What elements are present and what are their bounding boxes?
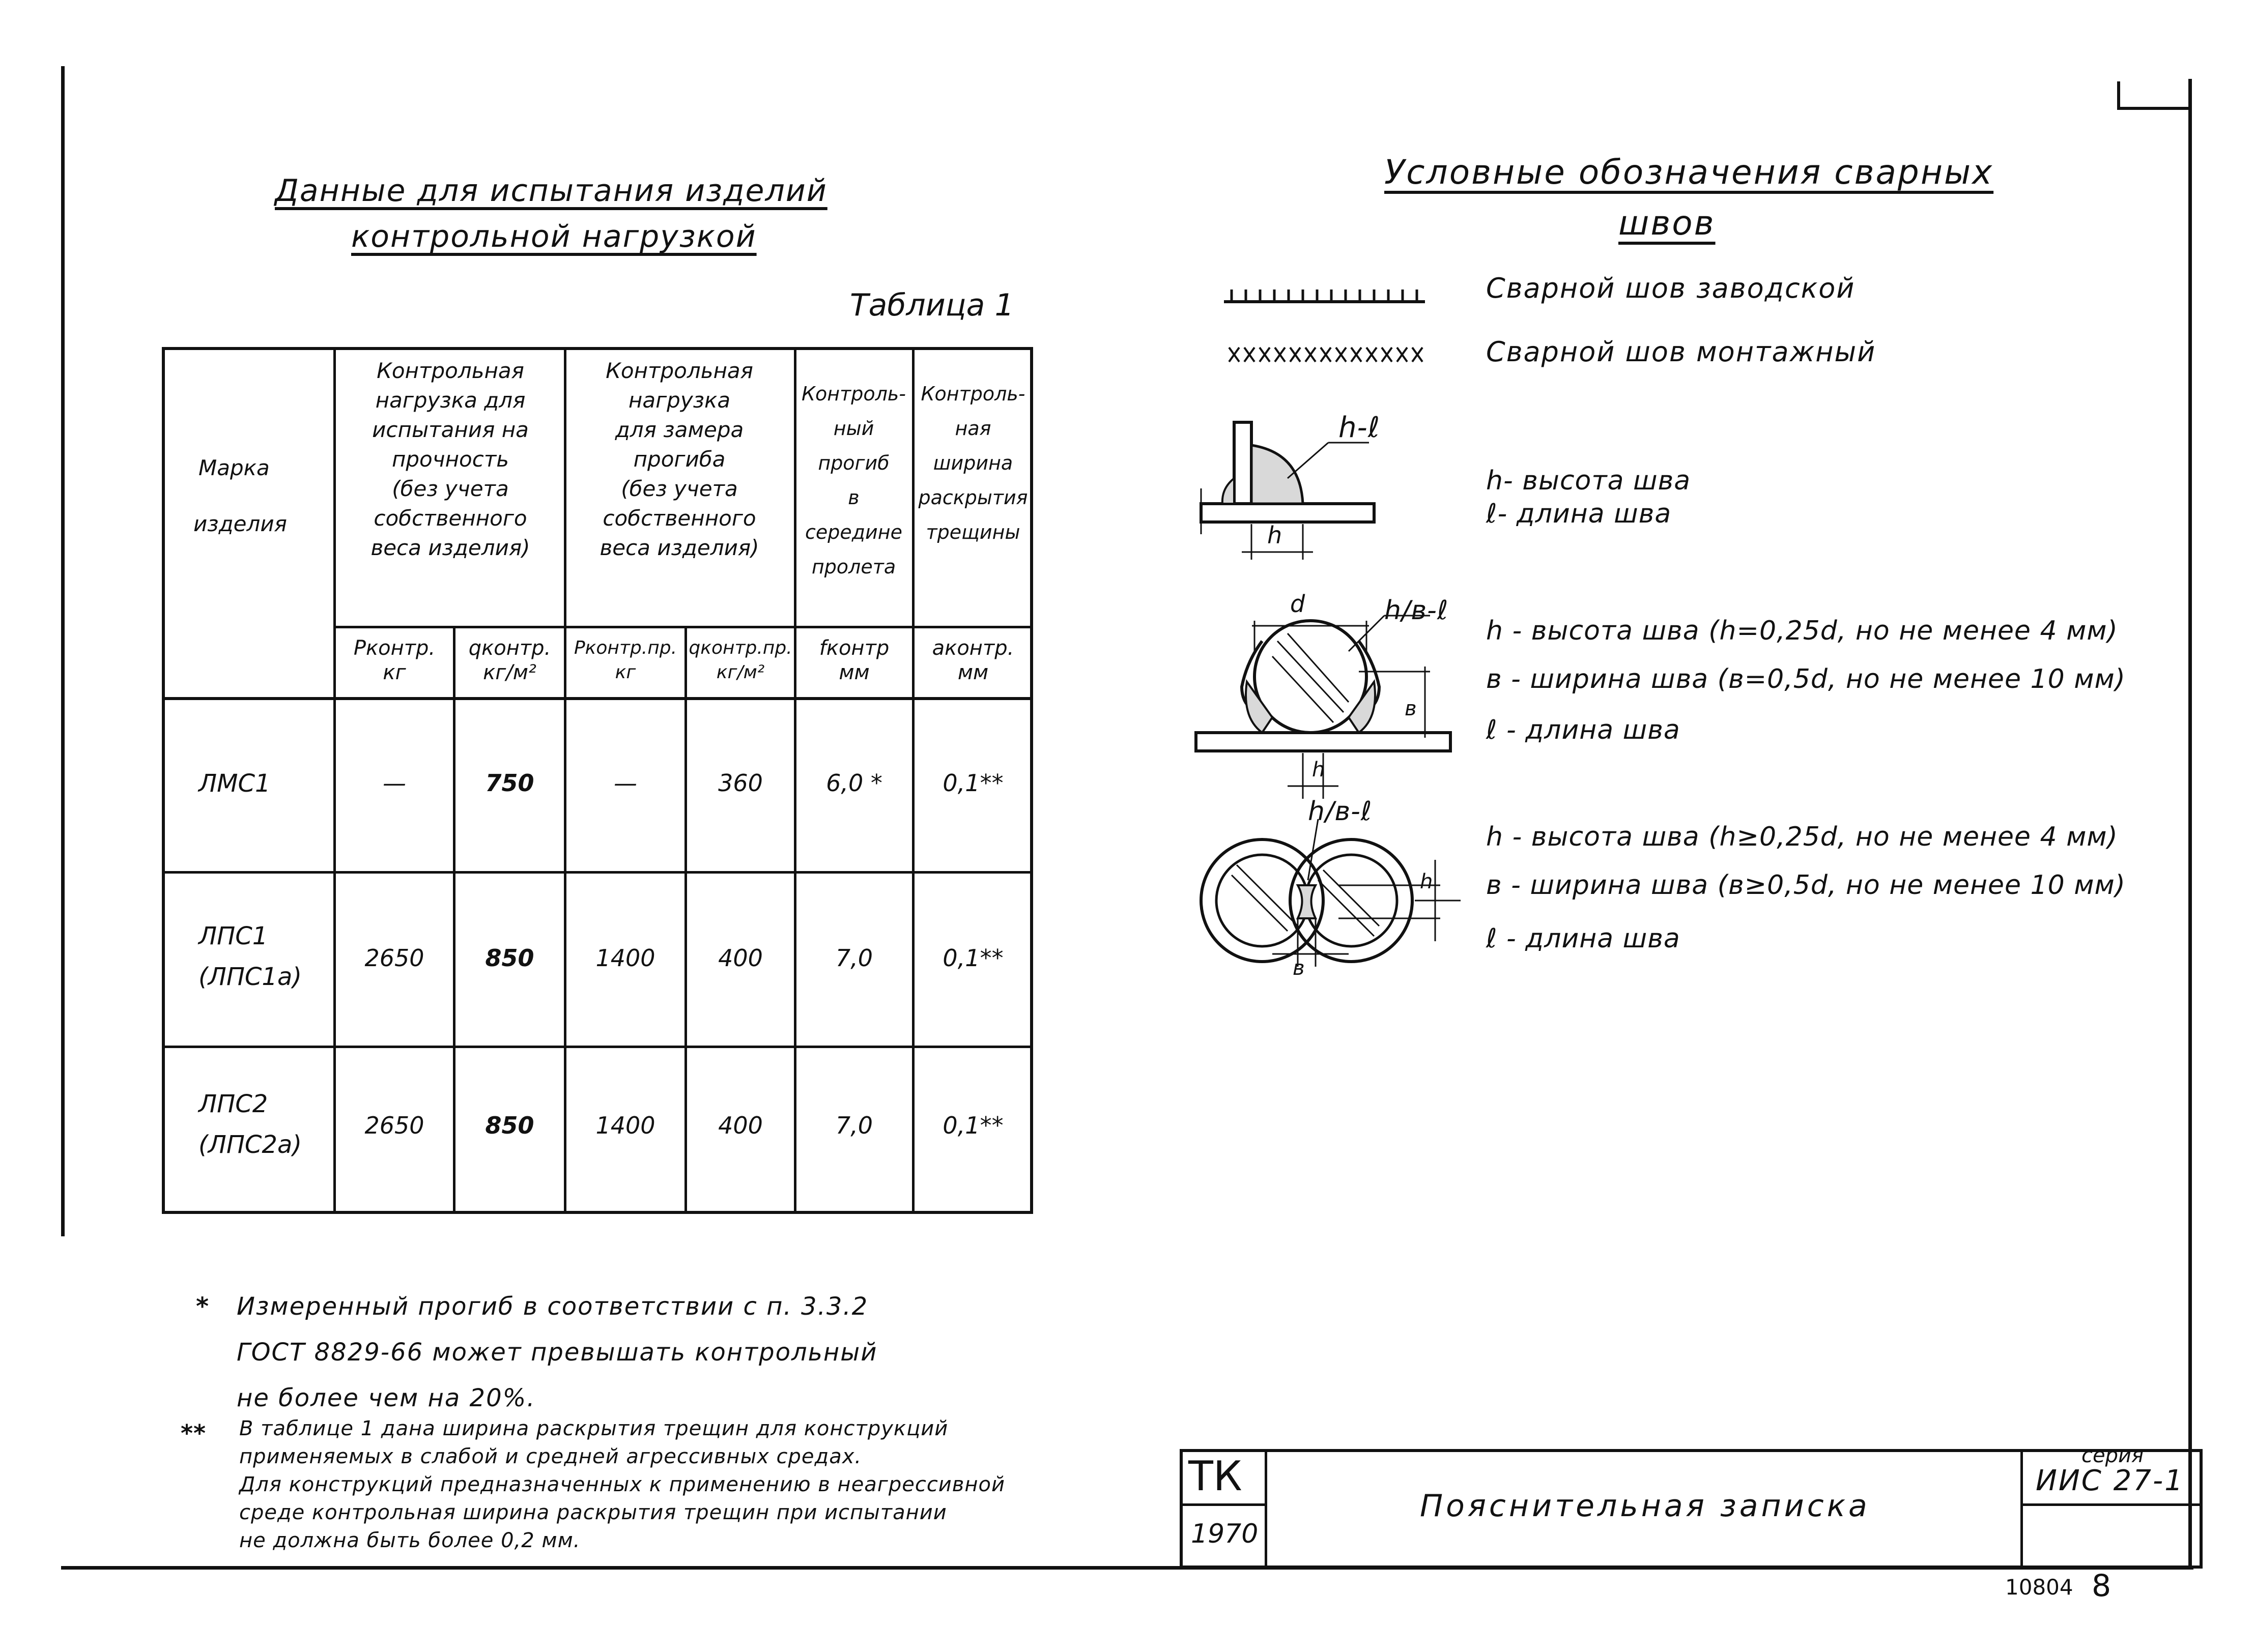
fig2-def-width: в - ширина шва (в=0,5d, но не менее 10 мм) [1486, 664, 2126, 694]
note-1-line3: не более чем на 20%. [237, 1384, 536, 1412]
header-deflection: Контроль- ный прогиб в середине пролета [802, 383, 906, 578]
title-block-hline [2020, 1503, 2203, 1506]
table-row-mark: ЛПС2 (ЛПС2а) [198, 1090, 302, 1159]
table-cell: 1400 [595, 944, 655, 972]
site-weld-symbol [1226, 343, 1430, 366]
frame-left-line [61, 66, 65, 1236]
fig3-dim-h: h [1420, 870, 1434, 893]
header-mark: Марка изделия [193, 455, 287, 536]
table-cell: 0,1** [943, 769, 1004, 797]
fig2-dim-d: d [1290, 590, 1306, 618]
table-row-mark: ЛМС1 [198, 769, 271, 798]
header-group-strength: Контрольная нагрузка для испытания на прочность (без учета собственного веса изделия) [370, 358, 530, 560]
table-cell: 850 [485, 1112, 534, 1139]
table-cell: 400 [718, 944, 763, 972]
title-block-year: 1970 [1191, 1519, 1259, 1549]
frame-corner-top [2117, 107, 2191, 110]
frame-right-line [2188, 79, 2192, 1570]
table-cell: 0,1** [943, 1112, 1004, 1139]
left-title-line2: контрольной нагрузкой [351, 219, 757, 254]
table-cell: 750 [485, 769, 534, 797]
header-group-deflection-load: Контрольная нагрузка для замера прогиба (без учета собственного веса изделия) [600, 358, 759, 560]
header-crack-width: Контроль- ная ширина раскрытия трещины [918, 383, 1028, 543]
table-cell: 1400 [595, 1112, 655, 1139]
note-1-line2: ГОСТ 8829-66 может превышать контрольный [237, 1338, 878, 1367]
fig1-label: h-ℓ [1338, 411, 1380, 444]
table-hline [162, 697, 1033, 700]
note-1-marker: * [196, 1292, 210, 1321]
table-cell: 400 [718, 1112, 763, 1139]
fig2-def-length: ℓ - длина шва [1486, 715, 1680, 745]
table-hline [162, 1046, 1033, 1048]
table-cell: 0,1** [943, 944, 1004, 972]
title-block-vline [1265, 1449, 1267, 1569]
note-1-line1: Измеренный прогиб в соответствии с п. 3.3.2 [237, 1292, 869, 1321]
table-cell: — [614, 769, 637, 797]
title-block-vline [2020, 1449, 2023, 1569]
subheader-f-control: fконтр мм [819, 636, 890, 684]
table-cell: 2650 [364, 1112, 424, 1139]
note-2-line2: применяемых в слабой и средней агрессивных средах. [239, 1445, 862, 1468]
fig3-dim-b: в [1293, 957, 1305, 980]
table-cell: 7,0 [835, 1112, 873, 1139]
fig2-label: h/в-ℓ [1384, 595, 1449, 626]
sheet-number: 8 [2092, 1568, 2112, 1604]
right-title-line2: швов [1618, 204, 1716, 243]
fig1-dim-h: h [1267, 521, 1283, 549]
subheader-q-control: qконтр. кг/м² [468, 636, 551, 684]
fig2-dim-b: в [1405, 697, 1417, 720]
factory-weld-symbol [1221, 282, 1430, 308]
table-cell: 7,0 [835, 944, 873, 972]
note-2-line1: В таблице 1 дана ширина раскрытия трещин для конструкций [239, 1417, 949, 1440]
subheader-q-control-def: qконтр.пр. кг/м² [689, 637, 792, 683]
frame-corner-tick [2117, 81, 2120, 109]
table-hline [333, 626, 1033, 628]
fig1-def-length: ℓ- длина шва [1486, 499, 1672, 529]
fig3-label: h/в-ℓ [1308, 796, 1373, 827]
right-title-line1: Условные обозначения сварных [1384, 153, 1994, 192]
fig3-def-length: ℓ - длина шва [1486, 923, 1680, 954]
legend-factory-weld: Сварной шов заводской [1486, 272, 1856, 304]
fig2-def-height: h - высота шва (h=0,25d, но не менее 4 мм) [1486, 616, 2118, 646]
note-2-line5: не должна быть более 0,2 мм. [239, 1529, 581, 1552]
note-2-line3: Для конструкций предназначенных к применению в неагрессивной [239, 1473, 1005, 1496]
archive-number: 10804 [2005, 1575, 2073, 1600]
legend-site-weld: Сварной шов монтажный [1486, 336, 1876, 368]
subheader-p-control: Pконтр. кг [353, 636, 436, 684]
title-block-series-value: ИИС 27-1 [2036, 1464, 2184, 1497]
table-hline [162, 871, 1033, 874]
table-cell: 2650 [364, 944, 424, 972]
title-block-org: ТК [1188, 1453, 1242, 1500]
title-block-series-label: серия [2081, 1444, 2144, 1467]
fig3-def-height: h - высота шва (h≥0,25d, но не менее 4 мм) [1486, 822, 2118, 852]
left-title-line1: Данные для испытания изделий [275, 173, 828, 209]
note-2-marker: ** [181, 1419, 207, 1447]
fig1-def-height: h- высота шва [1486, 466, 1691, 496]
table-row-mark: ЛПС1 (ЛПС1а) [198, 922, 302, 991]
table-caption: Таблица 1 [850, 287, 1014, 323]
fig2-dim-h: h [1312, 758, 1326, 781]
subheader-a-control: aконтр. мм [932, 636, 1014, 684]
fig3-def-width: в - ширина шва (в≥0,5d, но не менее 10 мм) [1486, 870, 2126, 901]
table-cell: 360 [718, 769, 763, 797]
title-block-doc-title: Пояснительная записка [1420, 1488, 1870, 1524]
table-cell: 850 [485, 944, 534, 972]
title-block-hline [1180, 1503, 1267, 1506]
note-2-line4: среде контрольная ширина раскрытия трещин при испытании [239, 1501, 947, 1524]
subheader-p-control-def: Pконтр.пр. кг [574, 637, 677, 683]
two-bar-weld-diagram [1186, 809, 1471, 1002]
table-cell: 6,0 * [826, 769, 882, 797]
table-cell: — [383, 769, 406, 797]
